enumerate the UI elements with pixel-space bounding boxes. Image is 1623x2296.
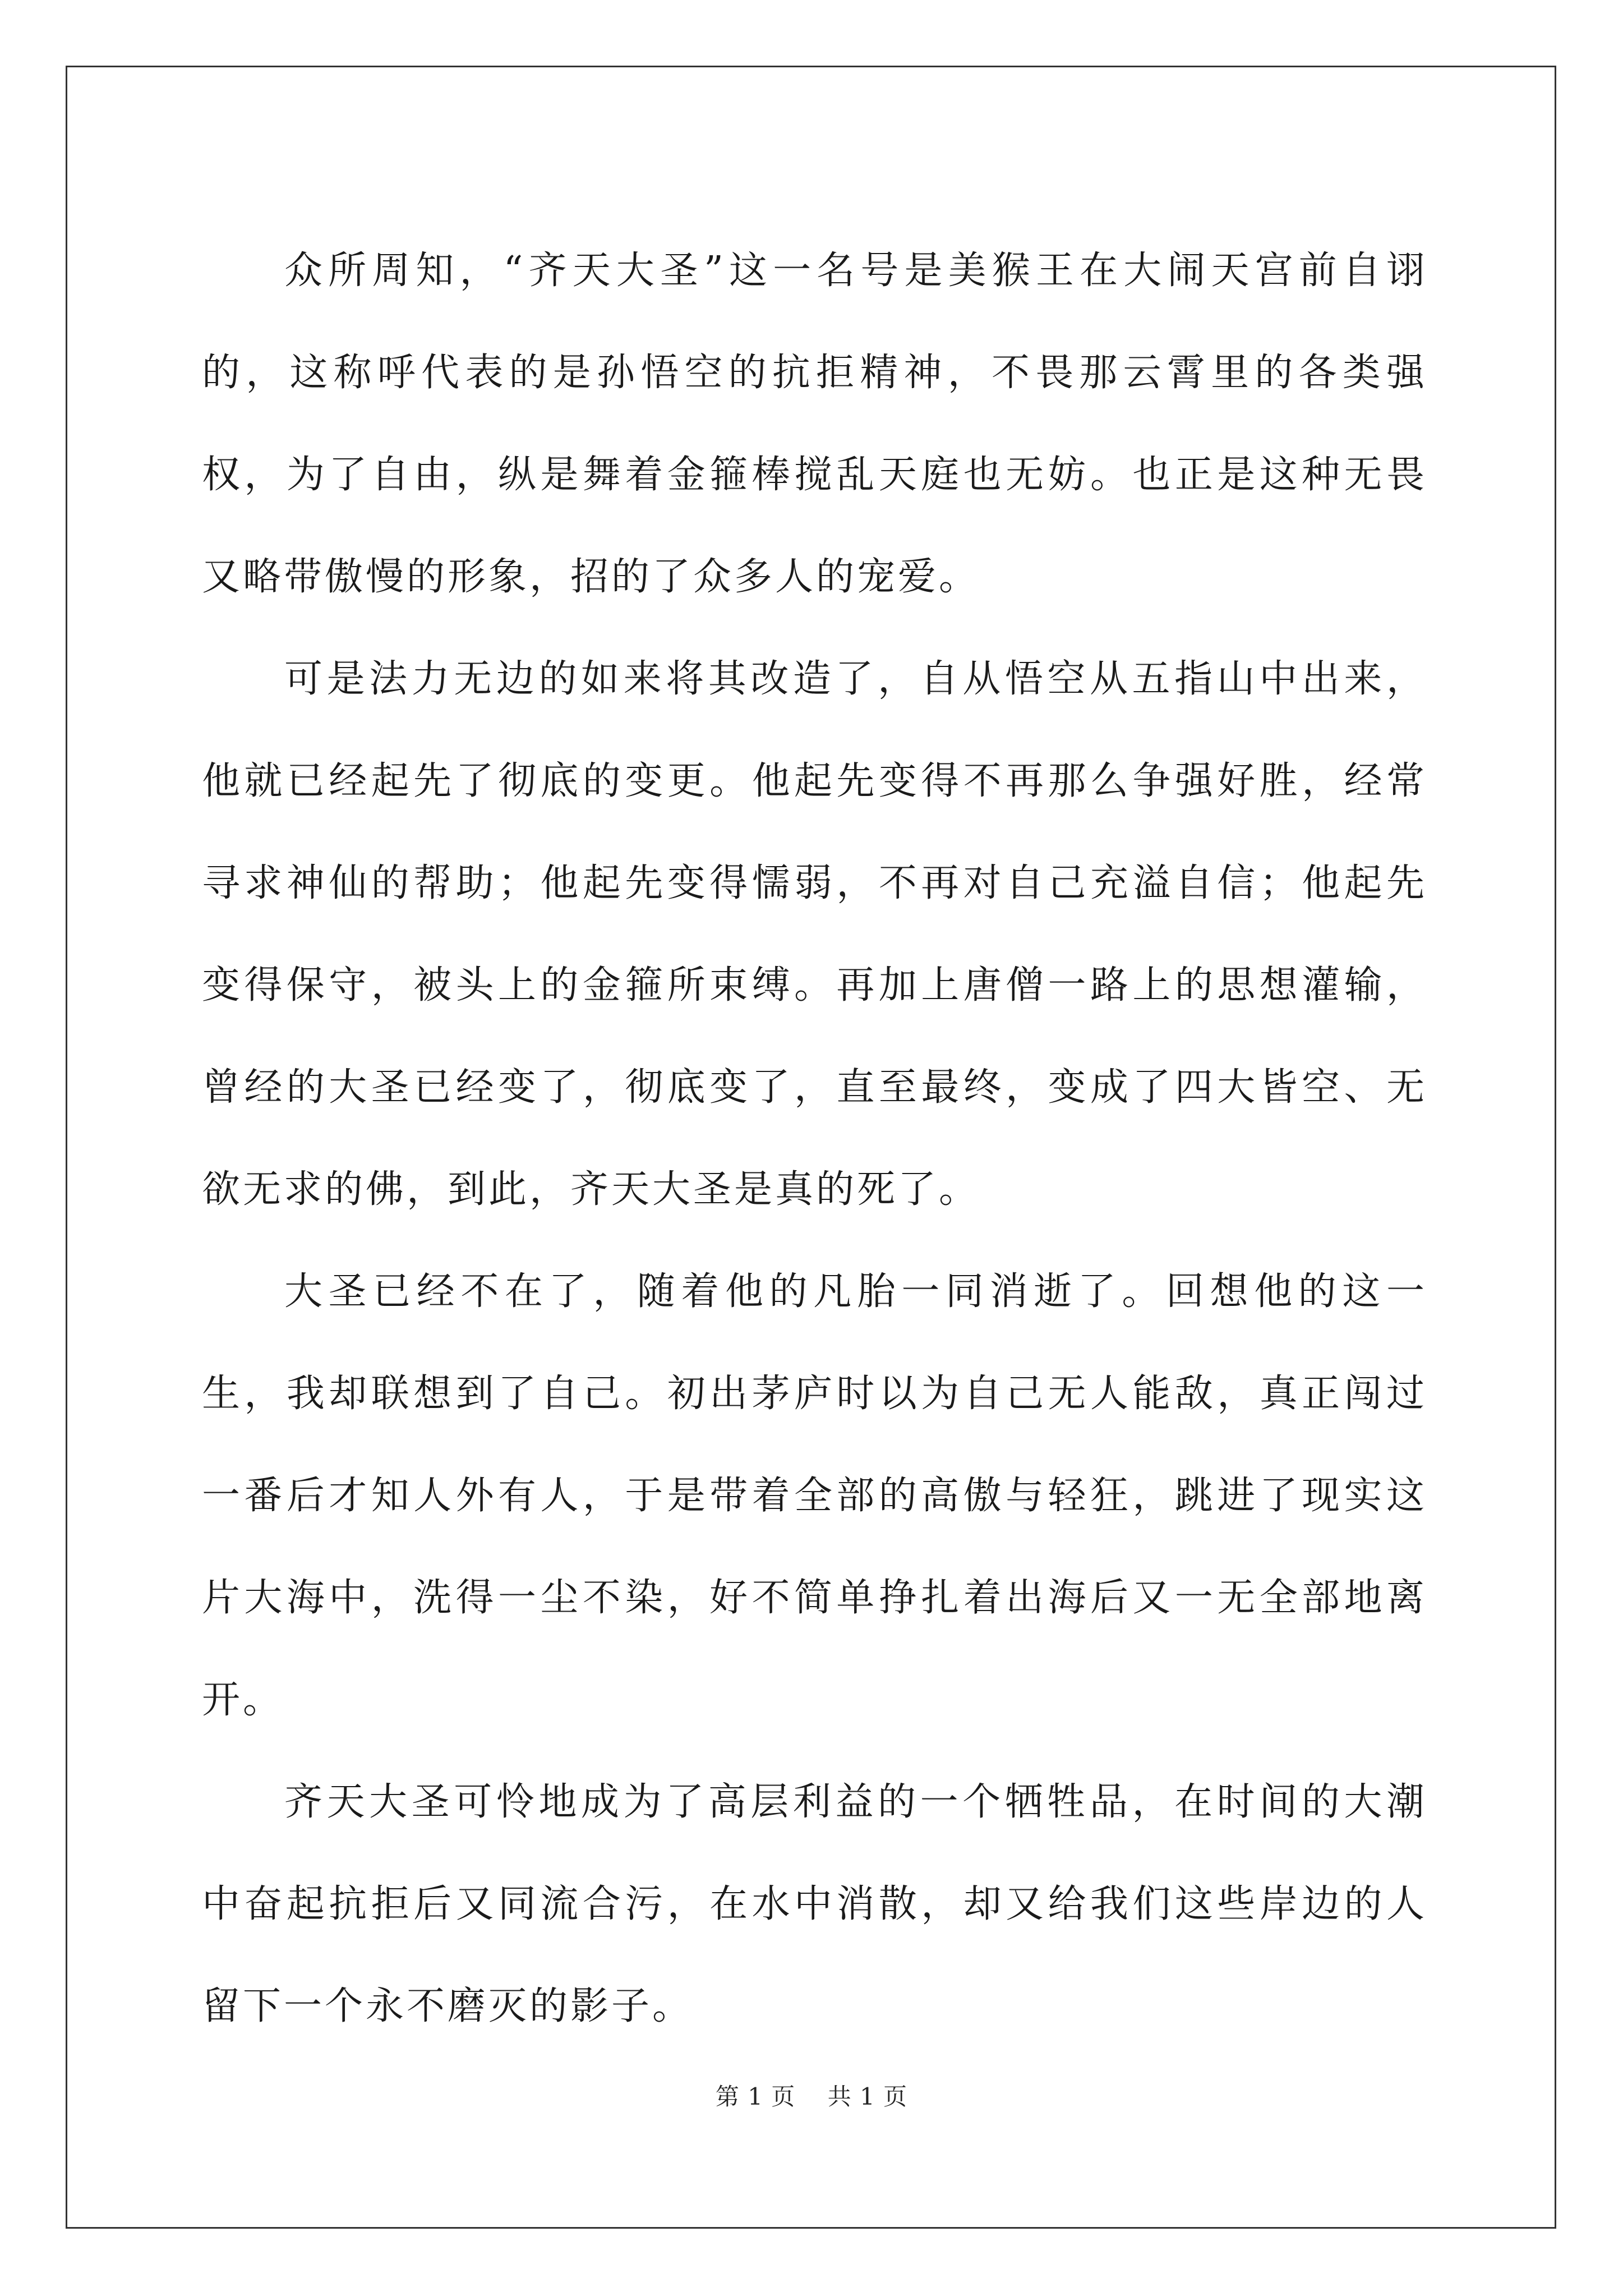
paragraph-1: 众所周知，“齐天大圣”这一名号是美猴王在大闹天宫前自诩的，这称呼代表的是孙悟空的抗拒精神，不畏那云霄里的各类强权，为了自由，纵是舞着金箍棒搅乱天庭也无妨。也正是这种无畏又略带傲慢的形象，招的了众多人的宠爱。	[202, 249, 1427, 599]
page-total: 共 1 页	[827, 2083, 908, 2110]
paragraph-2: 可是法力无边的如来将其改造了，自从悟空从五指山中出来，他就已经起先了彻底的变更。他起先变得不再那么争强好胜，经常寻求神仙的帮助；他起先变得懦弱，不再对自己充溢自信；他起先变得保守，被头上的金箍所束缚。再加上唐僧一路上的思想灌输，曾经的大圣已经变了，彻底变了，直至最终，变成了四大皆空、无欲无求的佛，到此，齐天大圣是真的死了。	[202, 657, 1427, 1212]
paragraph-3: 大圣已经不在了，随着他的凡胎一同消逝了。回想他的这一生，我却联想到了自己。初出茅庐时以为自己无人能敌，真正闯过一番后才知人外有人，于是带着全部的高傲与轻狂，跳进了现实这片大海中，洗得一尘不染，好不简单挣扎着出海后又一无全部地离开。	[202, 1269, 1427, 1722]
footer-spacer	[795, 2083, 827, 2110]
paragraph-4: 齐天大圣可怜地成为了高层利益的一个牺牲品，在时间的大潮中奋起抗拒后又同流合污，在水中消散，却又给我们这些岸边的人留下一个永不磨灭的影子。	[202, 1780, 1427, 2028]
document-body	[202, 220, 1427, 2058]
page-number: 第 1 页	[715, 2083, 796, 2110]
page-footer	[0, 2080, 1623, 2114]
